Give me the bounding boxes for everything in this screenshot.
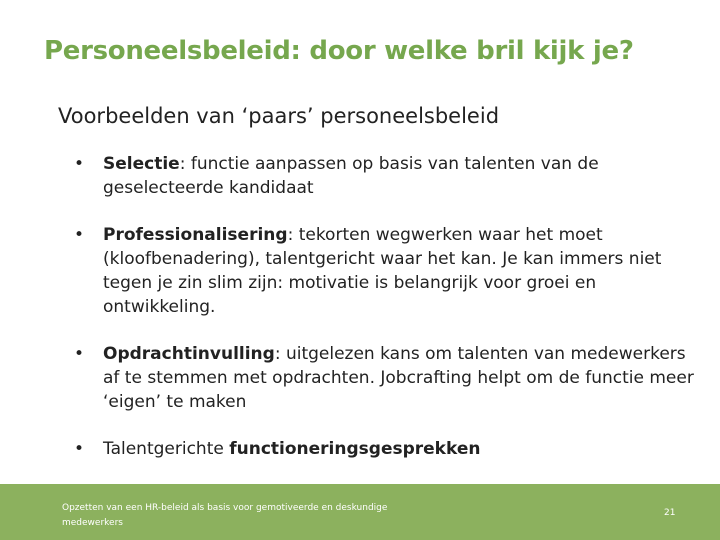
bullet-dot-icon: • (74, 439, 85, 459)
slide-title: Personeelsbeleid: door welke bril kijk je? (44, 36, 634, 66)
bullet-dot-icon: • (74, 225, 85, 245)
bullet-term: functioneringsgesprekken (229, 439, 481, 459)
bullet-prefix: Talentgerichte (103, 439, 230, 459)
footer-bar (0, 484, 720, 540)
bullet-text: : functie aanpassen op basis van talenten van de geselecteerde kandidaat (103, 154, 599, 198)
bullet-dot-icon: • (74, 344, 85, 364)
footer-text: Opzetten van een HR-beleid als basis voor gemotiveerde en deskundige medewerkers (62, 503, 388, 528)
bullet-item-opdrachtinvulling (74, 342, 694, 414)
bullet-text: : tekorten wegwerken waar het moet (kloofbenadering), talentgericht waar het kan. Je kan immers niet tegen je zin slim zijn: motivatie is belangrijk voor groei en ontwikkeling. (103, 225, 662, 317)
bullet-list (74, 152, 694, 461)
page-number: 21 (664, 508, 676, 518)
bullet-text: : uitgelezen kans om talenten van medewerkers af te stemmen met opdrachten. Jobcrafting helpt om de functie meer ‘eigen’ te maken (103, 344, 694, 412)
bullet-item-functioneringsgesprekken (74, 437, 694, 461)
slide-subtitle: Voorbeelden van ‘paars’ personeelsbeleid (58, 104, 500, 128)
bullet-term: Professionalisering (103, 225, 288, 245)
bullet-term: Selectie (103, 154, 180, 174)
bullet-term: Opdrachtinvulling (103, 344, 275, 364)
bullet-dot-icon: • (74, 154, 85, 174)
bullet-item-selectie (74, 152, 694, 200)
bullet-item-professionalisering (74, 223, 694, 319)
